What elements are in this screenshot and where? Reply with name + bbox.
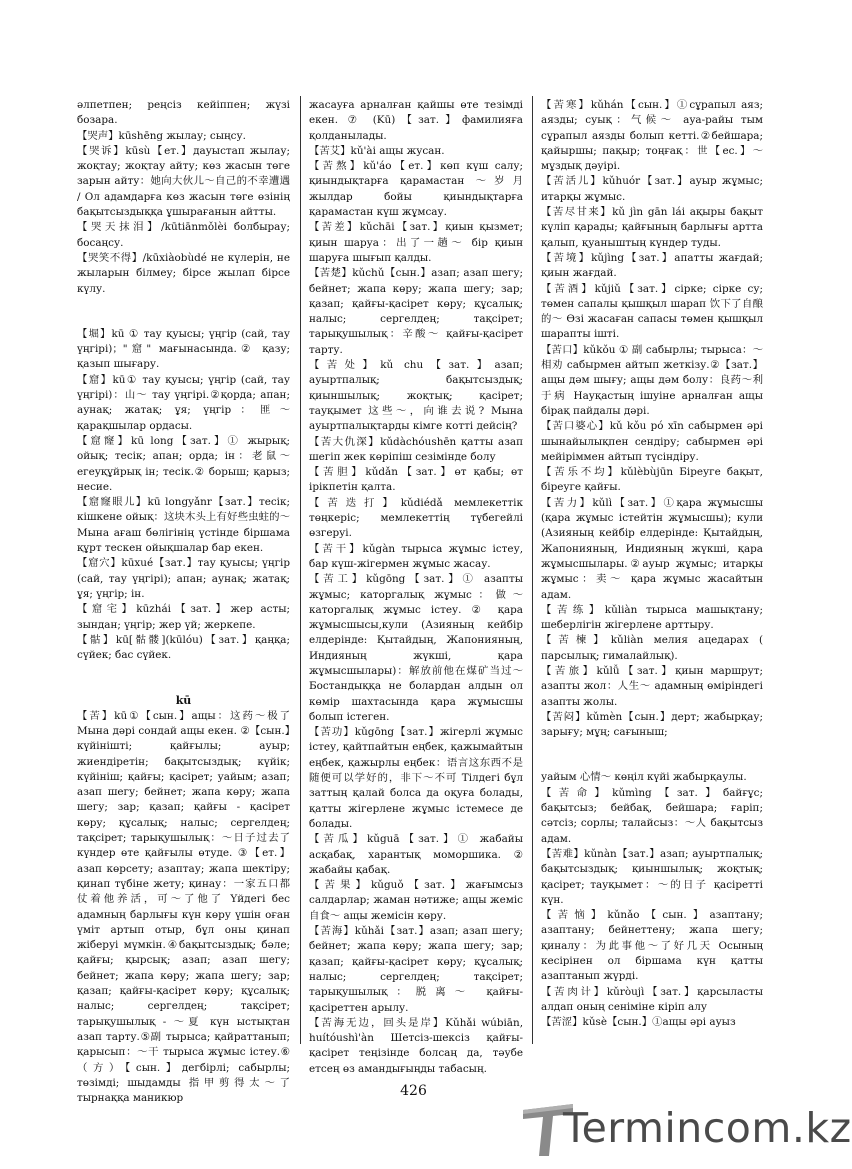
spacer	[77, 663, 290, 693]
dictionary-entry: 【哭声】kūshēng жылау; сыңсу.	[77, 129, 246, 142]
dictionary-entry: 【苦楚】kǔchǔ【сын.】азап; азап шегу; бейнет; жапа көру; жапа шегу; зар; қазап; қайғы-қасірет көру; құсалық; налыс; сергелдең; тақсірет; тарықушылық：辛酸～ қайғы-қасірет тарту.	[309, 267, 523, 356]
dictionary-entry: 【苦果】kǔguǒ【зат.】жағымсыз салдарлар; жаман нәтиже; ащы жеміс 自食～ ащы жемісін көру.	[309, 879, 523, 922]
dictionary-entry: 【堀】kū ① тау қуысы; үңгір (сай, тау үңгірі)；"窟" мағынасында.② қазу; қазып шығару.	[77, 327, 290, 371]
dictionary-entry: 【苦处】kǔ chu【зат.】азап; ауыртпалық; бақытсыздық; қиыншылық; жоқтық; қасірет; тауқымет 这些～，向谁去说? Мына ауыртпалықтарды кімге котті дейсің?	[309, 359, 523, 433]
dictionary-entry: 【苦差】kǔchāi【зат.】қиын қызмет; қиын шаруа：出了一趟～ бір қиын шаруға шығып қалды.	[309, 221, 523, 264]
section-heading: kū	[175, 694, 192, 708]
dictionary-entry: 【苦大仇深】kǔdàchóushēn қатты азап шегіп жек көріпіш сезімінде болу	[309, 435, 523, 463]
middle-column	[309, 98, 523, 1075]
dictionary-entry: 【苦艾】kǔ'ài ащы жусан.	[309, 144, 445, 157]
dictionary-entry: уайым 心情～ көңіл күйі жабырқаулы.	[541, 771, 747, 784]
dictionary-entry: 【苦熬】kǔ'áo【ет.】көп күш салу; қиындықтарға қарамастан ～岁月 жылдар бойы қиындықтарға қарамастан күш жұмсау.	[309, 160, 523, 219]
dictionary-entry: 【苦旅】kǔlǚ【зат.】қиын маршрут; азапты жол：人生～ адамның өміріндегі азапты жолы.	[541, 664, 763, 708]
spacer	[541, 740, 763, 770]
dictionary-entry: 【苦酒】kǔjiǔ【зат.】сірке; сірке су; төмен сапалы қышқыл шарап 饮下了自酿的～ Өзі жасаған сапасы төмен қышқыл шарапты ішті.	[541, 282, 763, 341]
dictionary-entry: 【苦练】kǔliàn тырыса машықтану; шеберлігін жігерлене арттыру.	[541, 603, 763, 632]
dictionary-entry: 【窟窿】kū long【зат.】① жырық; ойық; тесік; апан; орда; ін：老鼠～ егеуқұйрық ін; тесік.② борыш; қарыз; несие.	[77, 434, 290, 493]
dictionary-entry: 【哭诉】kūsù【ет.】дауыстап жылау; жоқтау; жоқтау айту; көз жасын төге зарын айту：她向大伙儿～自己的不幸遭遇 / Ол адамдарға көз жасын төге өзінің бақытсыздыққа ұшырағанын айтты.	[77, 144, 290, 219]
dictionary-entry: 【苦寒】kǔhán【сын.】①сұрапыл аяз; аязды; суық：气候～ ауа-райы тым сұрапыл аязды болып кетті.②бейшара; қайыршы; пақыр; тоңғақ：世【ес.】～ мұздық дәуірі.	[541, 99, 763, 173]
dictionary-entry: 【苦楝】kǔliàn мелия ацедарах ( парсылық; гималайлық).	[541, 634, 763, 662]
dictionary-entry: 【苦口婆心】kǔ kǒu pó xīn сабырмен әрі шынайылықпен сендіру; сабырмен әрі мейіріммен айтып түсіндіру.	[541, 420, 763, 463]
dictionary-entry: 【苦胆】kǔdǎn【зат.】өт қабы; өт ірікпетін қалта.	[309, 466, 523, 494]
dictionary-entry: 【哭天抹泪】/kūtiānmǒlèi болбырау; босаңсу.	[77, 221, 290, 249]
dictionary-entry: 【苦难】kǔnàn【зат.】азап; ауыртпалық; бақытсыздық; қиыншылық; жоқтық; қасірет; тауқымет：～的日子 қасіретті күн.	[541, 847, 763, 906]
dictionary-entry: 【哭笑不得】/kūxiàobùdé не күлерін, не жыларын білмеу; бірсе жылап бірсе күлу.	[77, 251, 290, 295]
dictionary-entry: 【窟】kū① тау қуысы; үңгір (сай, тау үңгірі)：山～ тау үңгірі.②қорда; апан; аунақ; жатақ; ұя; үңгір：匪～ қарақшылар ордасы.	[77, 373, 290, 432]
termincom-logo	[519, 1100, 852, 1160]
dictionary-entry: 【苦干】kǔgàn тырыса жұмыс істеу, бар күш-жігермен жұмыс жасау.	[309, 542, 523, 570]
dictionary-entry: 【苦海】kǔhǎi【зат.】азап; азап шегу; бейнет; жапа көру; жапа шегу; зар; қазап; қайғы-қасірет көру; құсалық; налыс; сергелдең; тақсірет; тарықушылық：脱离～ қайғы-қасіреттен арылу.	[309, 925, 523, 1014]
dictionary-entry: 【苦境】kǔjìng【зат.】апатты жағдай; қиын жағдай.	[541, 251, 763, 280]
dictionary-entry: жасауға арналған қайшы өте тезімді екен. ⑦ (Kū)【зат.】фамилияға қолданылады.	[309, 99, 523, 142]
dictionary-entry: 【苦海无边，回头是岸】Kǔhǎi wúbiān, huítóushì'àn Шетсіз-шексіз қайғы-қасірет теңізінде болсаң да, тәубе етсең өз амандығыңды табасың.	[309, 1016, 523, 1075]
spacer	[77, 297, 290, 327]
dictionary-entry: 【苦恼】kǔnǎo【сын.】азаптану; азаптану; бейнеттену; жапа шегу; қиналу：为此事他～了好几天 Осының кесірінен ол біршама күн қатты азаптанып жүрді.	[541, 909, 763, 983]
dictionary-entry: 【苦】kū①【сын.】ащы：这药～极了 Мына дәрі сондай ащы екен. ②【сын.】күйінішті; қайғылы; ауыр; жиендіретін; бақытсыздық; күйік; күйініш; қайғы; қасірет; уайым; азап; азап шегу; бейнет; жапа көру; жапа шегу; зар; қазап; қайғы - қасірет көру; құсалық; налыс; сергелдең; тақсірет; тарықушылық：～日子过去了 күндер өте қайғылы өтуде. ③【ет.】азап көрсету; азаптау; жапа шектіру; қинап түбіне жету; қинау：一家五口都仗着他养活，可～了他了 Үйдегі бес адамның барлығы күн көру үшін оған үміт артып отыр, бұл оны қинап жіберуі мүмкін.④бақытсыздық; бәле; қайғы; қырсық; азап; азап шегу; бейнет; жапа көру; жапа шегу; зар; қазап; қайғы-қасірет көру; құсалық; налыс; сергелдең; тақсірет; тарықушылық - ～夏 күн ыстықтан азап тарту.⑤副 тырыса; қайраттанып; қарысып：～干 тырыса жұмыс істеу.⑥（方）【сын.】дегбірлі; сабырлы; төзімді; шыдамды 指甲剪得太～了 тырнаққа маникюр	[77, 709, 290, 1105]
dictionary-entry: 【苦功】kǔgōng【зат.】жігерлі жұмыс істеу, қайтпайтын еңбек, қажымайтын еңбек, қажырлы еңбек：语言这东西不是随便可以学好的，非下～不可 Тілдегі бұл заттың қалай болса да оқуға болады, қатты жігерлене жұмыс істемесе де болады.	[309, 726, 523, 830]
dictionary-entry: 【苦工】kǔgōng【зат.】① азапты жұмыс; каторгалық жұмыс：做～ каторгалық жұмыс істеу. ② қара жұмысшысы,кули (Азияның кейбір елдерінде: Қытайдың, Жапонияның, Индияның жүкші, қара жұмысшылары)：解放前他在煤矿当过～ Бостандыққа не болардан алдын ол көмір шахтасында қара жұмысшы болып істеген.	[309, 573, 523, 723]
dictionary-entry: 【窟宅】kūzhái【зат.】жер асты; зындан; үңгір; жер үй; жеркепе.	[77, 603, 290, 631]
dictionary-entry: 【苦涩】kǔsè【сын.】①ащы әрі ауыз	[541, 1016, 736, 1029]
dictionary-entry: 【苦口】kǔkǒu ① 副 сабырлы; тырыса：～相劝 сабырмен айтып жеткізу.②【зат.】ащы дәм шығу; ащы дәм болу：良药～利于病 Науқастың ішуіне арналған ащы бірақ пайдалы дәрі.	[541, 343, 763, 417]
column-divider	[300, 96, 301, 1044]
dictionary-entry: 【苦瓜】kǔguā【зат.】① жабайы асқабақ, харантық моморшика. ② жабайы қабақ.	[309, 833, 523, 876]
dictionary-entry: 【骷】kū[骷髅](kūlóu)【зат.】қаңқа; сүйек; бас сүйек.	[77, 633, 290, 662]
dictionary-entry: 【苦力】kǔlì【зат.】①қара жұмысшы (қара жұмыс істейтін жұмысшы); кули (Азияның кейбір елдерінде: Қытайдың, Жапонияның, Индияның жүкші, қара жұмысшылары.②ауыр жұмыс; итарқы жұмыс：卖～ қара жұмыс жасайтын адам.	[541, 496, 763, 601]
dictionary-entry: 【窟窿眼儿】kū longyǎnr【зат.】тесік; кішкене ойық：这块木头上有好些虫蛀的～ Мына ағаш бөлігінің үстінде біршама құрт тескен ойықшалар бар екен.	[77, 496, 290, 555]
dictionary-entry: әлпетпен; реңсіз кейіппен; жүзі бозара.	[77, 99, 290, 127]
dictionary-entry: 【苦闷】kǔmèn【сын.】дерт; жабырқау; зарығу; мұң; сағыныш;	[541, 710, 763, 739]
dictionary-entry: 【苦迭打】kǔdiédǎ мемлекеттік төңкеріс; мемлекеттің түбегейлі өзгеруі.	[309, 496, 523, 540]
dictionary-entry: 【苦活儿】kǔhuór【зат.】ауыр жұмыс; итарқы жұмыс.	[541, 175, 763, 203]
right-column	[541, 98, 763, 1058]
left-column	[77, 98, 290, 1105]
column-divider	[532, 96, 533, 1044]
dictionary-entry: 【苦肉计】kǔròujì【зат.】қарсыласты алдап оның сеніміне кіріп алу	[541, 985, 763, 1013]
logo-text: Termincom.kz	[563, 1104, 852, 1152]
dictionary-entry: 【苦命】kǔmìng【зат.】байғұс; бақытсыз; бейбақ, бейшара; ғаріп; сәтсіз; сорлы; талайсыз：～人 бақытсыз адам.	[541, 786, 763, 845]
dictionary-entry: 【窟穴】kūxué【зат.】тау қуысы; үңгір (сай, тау үңгірі); апан; аунақ; жатақ; ұя; үңгір; ін.	[77, 557, 290, 600]
dictionary-entry: 【苦乐不均】kǔlèbùjūn Біреуге бақыт, біреуге қайғы.	[541, 466, 763, 494]
page-number: 426	[400, 1083, 427, 1099]
dictionary-entry: 【苦尽甘来】kǔ jìn gān lái ақыры бақыт күліп қарады; қайғының барлығы артта қалып, қуаныштың күндер туды.	[541, 206, 763, 249]
